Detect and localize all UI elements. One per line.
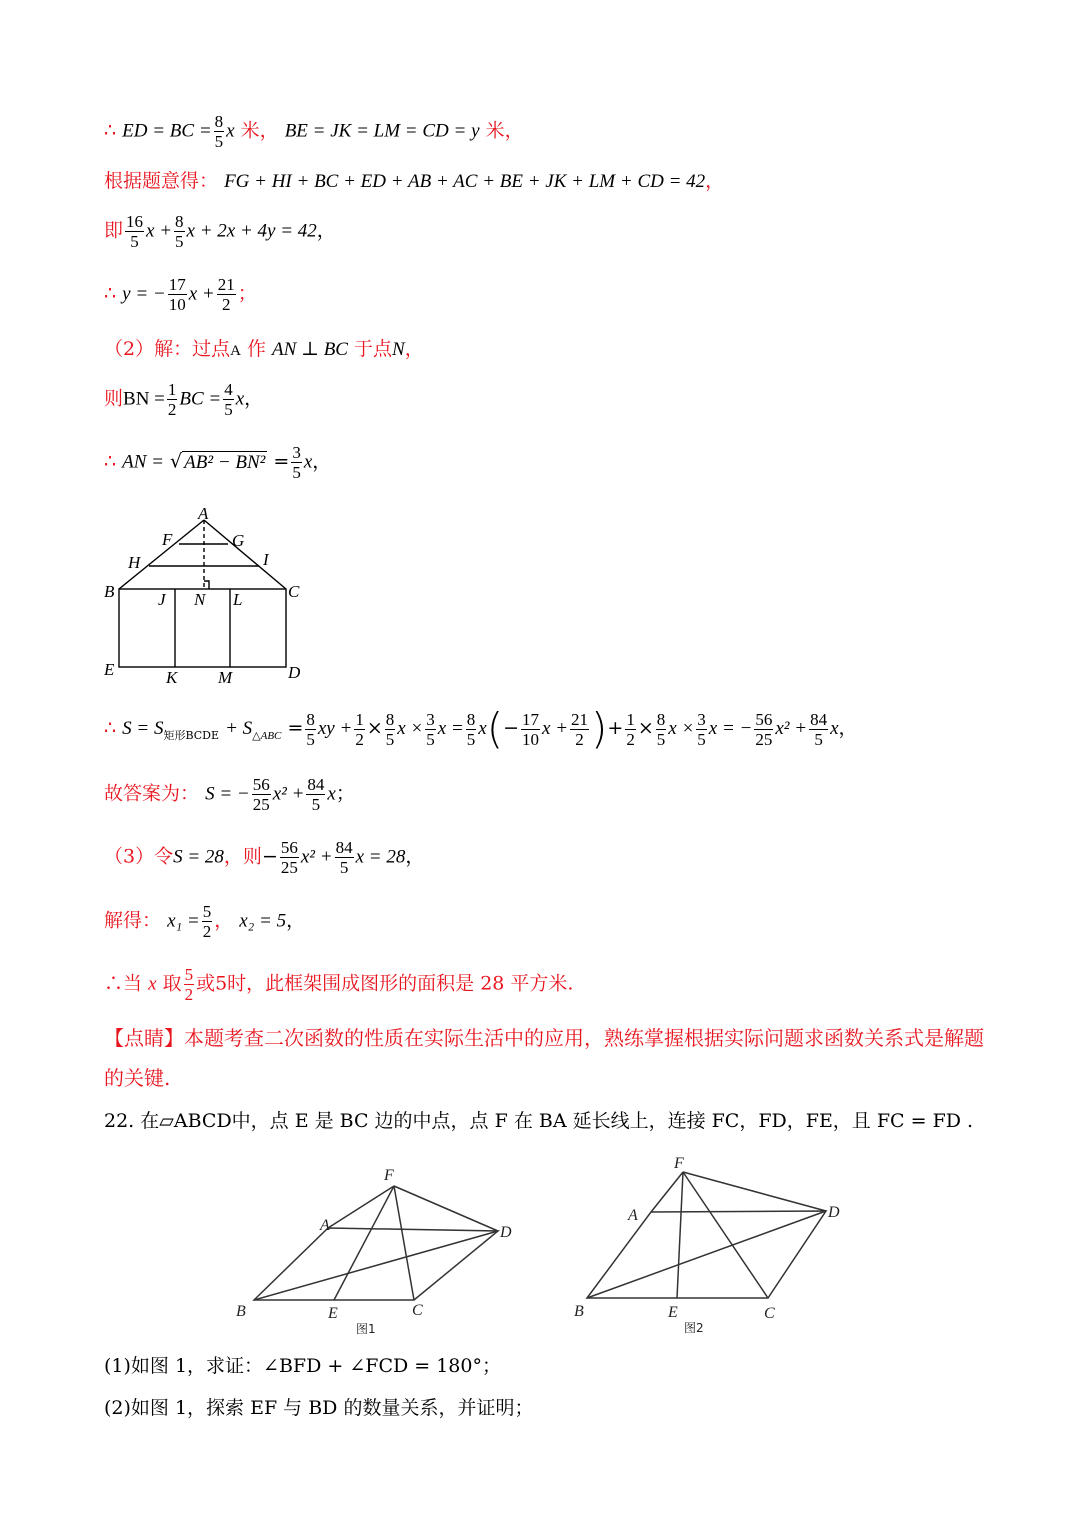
fraction: $\frac{1}{2}$ <box>167 380 177 419</box>
segment-BD <box>254 1231 498 1300</box>
label: 解得： <box>104 909 162 932</box>
solution-line-7: ∴ AN = √ AB² − BN² = $\frac{3}{5}$ x， <box>104 443 332 482</box>
label-B: B <box>236 1303 246 1320</box>
fraction: $\frac{17}{10}$ <box>168 275 186 314</box>
text: 米， <box>240 119 279 142</box>
subscript: 矩形BCDE <box>163 728 220 742</box>
fraction: $\frac{21}{2}$ <box>217 275 235 314</box>
house-frame-figure <box>98 500 318 690</box>
figure-2 <box>560 1150 860 1340</box>
label-I: I <box>263 550 269 569</box>
math: x + 2x + 4y = 42 <box>186 220 317 242</box>
punct: ， <box>244 387 264 410</box>
caption-fig1: 图1 <box>356 1322 376 1336</box>
math: x + <box>146 220 173 242</box>
math: x <box>303 451 313 473</box>
solution-line-6 <box>104 380 263 419</box>
math: y = − <box>122 283 166 305</box>
fraction: $\frac{3}{5}$ <box>292 443 301 482</box>
segment-BD <box>587 1211 826 1298</box>
label-E: E <box>668 1304 678 1321</box>
math: AN = <box>122 451 164 473</box>
therefore-symbol: ∴ <box>104 450 117 473</box>
label: （2）解：过点 <box>104 338 231 360</box>
solution-line-10: （3）令S = 28，则− $\frac{56}{25}$ x² + $\frac{84}{5}$ x = 28， <box>104 838 425 877</box>
label-E: E <box>328 1305 338 1322</box>
fraction: $\frac{8}{5}$ <box>214 112 224 151</box>
label: 则 <box>104 387 124 410</box>
point-label: A <box>230 343 241 359</box>
label-F: F <box>674 1155 684 1172</box>
point-label: N <box>392 339 405 360</box>
solution-line-8: ∴ $S = S_{矩形BCDE} + S_{\triangle ABC}$ = $\frac{8}{5}$ xy + $\frac{1}{2}$ × $\frac{8}{5}$ x × $\frac{3}{5}$ x = $\frac{8}{5}$ x(− $\frac{17}{10}$ x + $\frac{21}{2}$ )+ $\frac{1}{2}$ × $\frac{8}{5}$ x × $\frac{3}{5}$ x = − $\frac{56}{25}$ x² + $\frac{84}{5}$ x， <box>104 704 858 753</box>
label-N: N <box>194 590 206 609</box>
math: x <box>235 388 245 410</box>
math: x + <box>188 283 215 305</box>
label-A: A <box>198 504 209 523</box>
label-F: F <box>384 1167 394 1184</box>
math: BN = <box>123 388 165 410</box>
punct: ， <box>312 450 332 473</box>
math: S = S <box>122 718 164 739</box>
label-C: C <box>288 582 300 601</box>
label-C: C <box>412 1302 423 1319</box>
question-22-part-1: (1)如图 1，求证：∠BFD + ∠FCD = 180°； <box>104 1355 501 1377</box>
label-G: G <box>232 531 245 550</box>
segment-FD <box>683 1172 826 1211</box>
therefore-symbol: ∴ <box>104 972 124 995</box>
segment-FD <box>394 1186 498 1231</box>
solution-line-1 <box>104 112 524 151</box>
segment-AF <box>651 1172 683 1212</box>
label-D: D <box>828 1204 840 1221</box>
math: ED = BC = <box>122 120 212 142</box>
label-K: K <box>166 668 178 687</box>
fraction: $\frac{4}{5}$ <box>224 380 233 419</box>
math: + S <box>225 718 253 739</box>
therefore-symbol: ∴ <box>104 119 117 142</box>
label-E: E <box>104 660 115 679</box>
question-22: 22. 在▱ABCD中，点 E 是 BC 边的中点，点 F 在 BA 延长线上，连接 FC，FD，FE，且 FC = FD . <box>104 1110 974 1132</box>
equation: AN ⊥ BC <box>272 339 348 360</box>
punct: ， <box>705 170 725 192</box>
radicand: AB² − BN² <box>184 451 266 473</box>
label-L: L <box>233 590 243 609</box>
label: 故答案为： <box>104 782 200 805</box>
solution-line-3 <box>104 212 336 251</box>
fraction: $\frac{16}{5}$ <box>126 212 144 251</box>
punct: ， <box>316 219 336 242</box>
solution-line-2 <box>104 172 724 191</box>
segment-AF <box>328 1186 394 1228</box>
solution-line-4 <box>104 275 257 314</box>
caption-fig2: 图2 <box>684 1321 704 1335</box>
label-F: F <box>162 530 173 549</box>
solution-line-12: ∴当 x 取 $\frac{5}{2}$ 或5时，此框架围成图形的面积是 28 平方米. <box>104 965 574 1004</box>
math: x <box>226 120 235 142</box>
segment-FE <box>677 1172 683 1298</box>
label-D: D <box>288 663 301 682</box>
label-M: M <box>218 668 233 687</box>
label-H: H <box>128 553 141 572</box>
label-D: D <box>500 1224 512 1241</box>
label-J: J <box>158 590 166 609</box>
equation: FG + HI + BC + ED + AB + AC + BE + JK + LM + CD = 42 <box>224 171 706 192</box>
therefore-symbol: ∴ <box>104 717 117 739</box>
segment-FC <box>394 1186 414 1300</box>
edge-AC <box>204 520 286 589</box>
segment-FE <box>334 1186 394 1300</box>
label: （3）令 <box>104 845 174 868</box>
text: 于点 <box>354 338 393 360</box>
solution-line-9: 故答案为： S = − $\frac{56}{25}$ x² + $\frac{84}{5}$ x； <box>104 775 355 814</box>
punct: ； <box>237 282 257 305</box>
label-A: A <box>628 1207 638 1224</box>
label-B: B <box>104 582 115 601</box>
text: 米， <box>485 119 524 142</box>
label-B: B <box>574 1303 584 1320</box>
fraction: $\frac{8}{5}$ <box>175 212 184 251</box>
math: = <box>273 450 290 473</box>
label-C: C <box>764 1305 775 1322</box>
segment-FC <box>683 1172 768 1298</box>
therefore-symbol: ∴ <box>104 282 117 305</box>
right-angle-mark <box>204 581 209 589</box>
label-A: A <box>320 1217 330 1234</box>
punct: ， <box>404 338 424 360</box>
solution-line-11: 解得： x₁ = $\frac{5}{2}$ ， x₂ = 5， <box>104 902 306 941</box>
label: 即 <box>104 219 124 242</box>
math: BE = JK = LM = CD = y <box>284 120 480 142</box>
math: BC = <box>179 388 222 410</box>
solution-line-5 <box>104 340 424 359</box>
subscript: △ABC <box>252 729 282 742</box>
figure-1 <box>228 1160 528 1340</box>
label: 根据题意得： <box>104 170 219 192</box>
question-22-part-2: (2)如图 1，探索 EF 与 BD 的数量关系，并证明； <box>104 1397 534 1419</box>
key-point-note: 【点睛】本题考查二次函数的性质在实际生活中的应用，熟练掌握根据实际问题求函数关系式是解题的关键. <box>104 1026 984 1090</box>
text: 作 <box>246 338 266 360</box>
math: S = − <box>205 783 250 805</box>
